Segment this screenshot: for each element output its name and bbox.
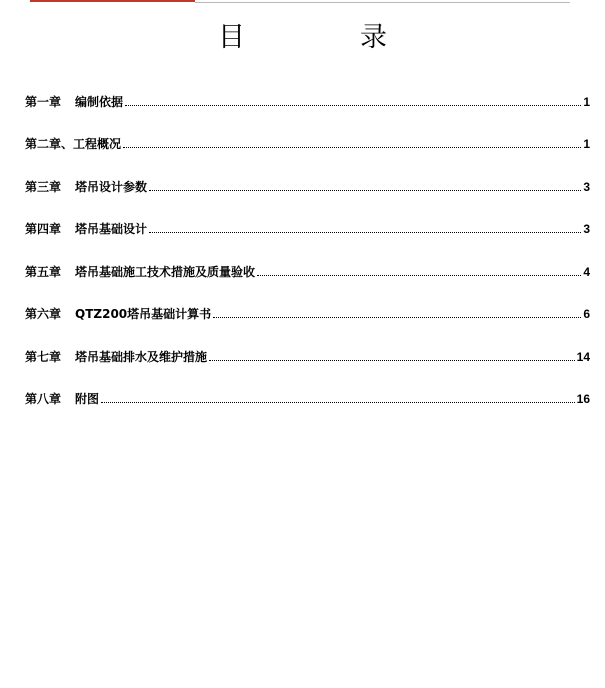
- toc-chapter-title: QTZ200塔吊基础计算书: [75, 307, 212, 322]
- toc-dot-leader: [149, 181, 581, 191]
- toc-entry[interactable]: [25, 335, 590, 378]
- toc-chapter-title: 塔吊基础设计: [75, 222, 148, 237]
- toc-entry[interactable]: [25, 123, 590, 166]
- toc-chapter-number: 第四章: [25, 222, 62, 237]
- toc-separator: 、: [61, 137, 74, 152]
- toc-dot-leader: [257, 266, 581, 276]
- toc-entry[interactable]: [25, 80, 590, 123]
- toc-chapter-title: 塔吊基础排水及维护措施: [75, 349, 208, 364]
- toc-entry[interactable]: [25, 208, 590, 251]
- header-accent-bar: [30, 0, 195, 2]
- toc-entry[interactable]: [25, 165, 590, 208]
- toc-chapter-title: 塔吊设计参数: [75, 179, 148, 194]
- header-rule: [195, 2, 570, 3]
- toc-chapter-number: 第三章: [25, 179, 62, 194]
- toc-chapter-number: 第五章: [25, 264, 62, 279]
- toc-page-number: 1: [583, 94, 590, 109]
- toc-page-number: 4: [583, 264, 590, 279]
- toc-dot-leader: [101, 393, 575, 403]
- toc-page-number: 3: [583, 179, 590, 194]
- toc-chapter-number: 第七章: [25, 349, 62, 364]
- toc-page-number: 3: [583, 222, 590, 237]
- toc-chapter-title: 编制依据: [75, 94, 124, 109]
- toc-entry[interactable]: [25, 378, 590, 421]
- toc-chapter-title: 塔吊基础施工技术措施及质量验收: [75, 264, 256, 279]
- toc-dot-leader: [213, 308, 581, 318]
- toc-chapter-title: 工程概况: [73, 137, 122, 152]
- toc-chapter-number: 第一章: [25, 94, 62, 109]
- toc-chapter-number: 第二章: [25, 137, 62, 152]
- toc-page-number: 16: [576, 392, 590, 407]
- toc-chapter-number: 第八章: [25, 392, 62, 407]
- toc-chapter-title: 附图: [75, 392, 100, 407]
- toc-dot-leader: [149, 223, 581, 233]
- toc-page-number: 6: [583, 307, 590, 322]
- toc-entry[interactable]: [25, 250, 590, 293]
- toc-page-number: 1: [583, 137, 590, 152]
- toc-dot-leader: [123, 138, 581, 148]
- toc-entry[interactable]: [25, 293, 590, 336]
- toc-page-number: 14: [576, 349, 590, 364]
- toc-chapter-number: 第六章: [25, 307, 62, 322]
- table-of-contents: [25, 80, 590, 420]
- toc-heading: 目 录: [218, 22, 431, 53]
- toc-dot-leader: [125, 96, 581, 106]
- toc-dot-leader: [209, 351, 575, 361]
